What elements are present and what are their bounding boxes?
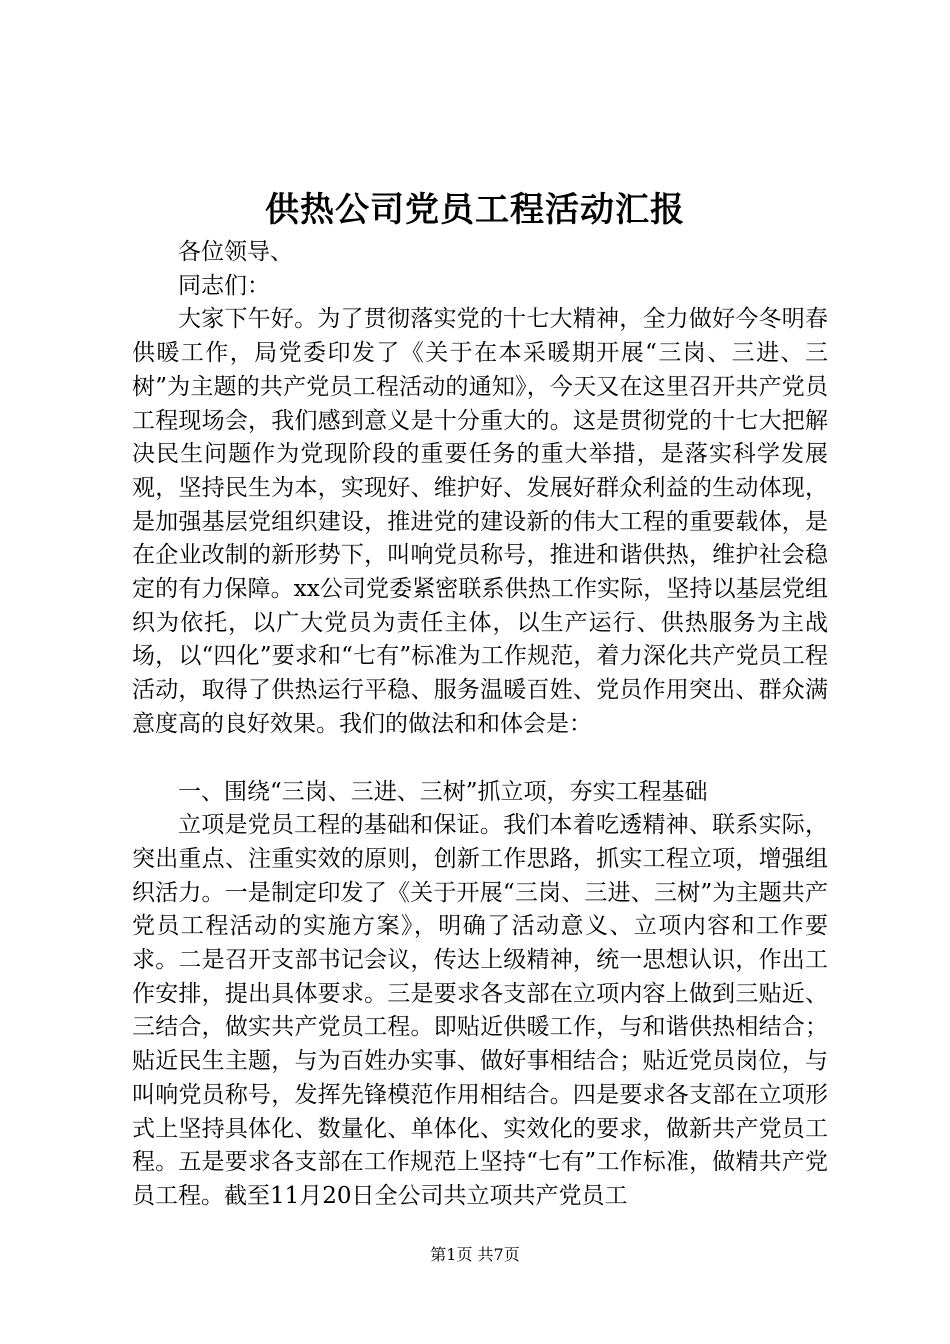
section-paragraph: 立项是党员工程的基础和保证。我们本着吃透精神、联系实际，突出重点、注重实效的原则，创新工作思路，抓实工程立项，增强组织活力。一是制定印发了《关于开展“三岗、三进、三树”为主题共产党员工程活动的实施方案》，明确了活动意义、立项内容和工作要求。二是召开支部书记会议，传达上级精神，统一思想认识，作出工作安排，提出具体要求。三是要求各支部在立项内容上做到三贴近、三结合，做实共产党员工程。即贴近供暖工作，与和谐供热相结合；贴近民生主题，与为百姓办实事、做好事相结合；贴近党员岗位，与叫响党员称号，发挥先锋模范作用相结合。四是要求各支部在立项形式上坚持具体化、数量化、单体化、实效化的要求，做新共产党员工程。五是要求各支部在工作规范上坚持“七有”工作标准，做精共产党员工程。截至11月20日全公司共立项共产党员工 (132, 812, 828, 1209)
intro-paragraph: 大家下午好。为了贯彻落实党的十七大精神，全力做好今冬明春供暖工作，局党委印发了《关于在本采暖期开展“三岗、三进、三树”为主题的共产党员工程活动的通知》，今天又在这里召开共产党员工程现场会，我们感到意义是十分重大的。这是贯彻党的十七大把解决民生问题作为党现阶段的重要任务的重大举措，是落实科学发展观，坚持民生为本，实现好、维护好、发展好群众利益的生动体现，是加强基层党组织建设，推进党的建设新的伟大工程的重要载体，是在企业改制的新形势下，叫响党员称号，推进和谐供热，维护社会稳定的有力保障。xx公司党委紧密联系供热工作实际，坚持以基层党组织为依托，以广大党员为责任主体，以生产运行、供热服务为主战场，以“四化”要求和“七有”标准为工作规范，着力深化共产党员工程活动，取得了供热运行平稳、服务温暖百姓、党员作用突出、群众满意度高的良好效果。我们的做法和和体会是： (132, 306, 828, 737)
salutation-comrades: 同志们： (178, 272, 270, 299)
document-title: 供热公司党员工程活动汇报 (265, 190, 685, 230)
page-footer: 第1页 共7页 (430, 1245, 520, 1264)
document-body (132, 236, 828, 1214)
salutation-leaders: 各位领导、 (178, 239, 293, 265)
section-heading: 一、围绕“三岗、三进、三树”抓立项，夯实工程基础 (178, 778, 708, 805)
paragraph-spacer (132, 742, 828, 776)
